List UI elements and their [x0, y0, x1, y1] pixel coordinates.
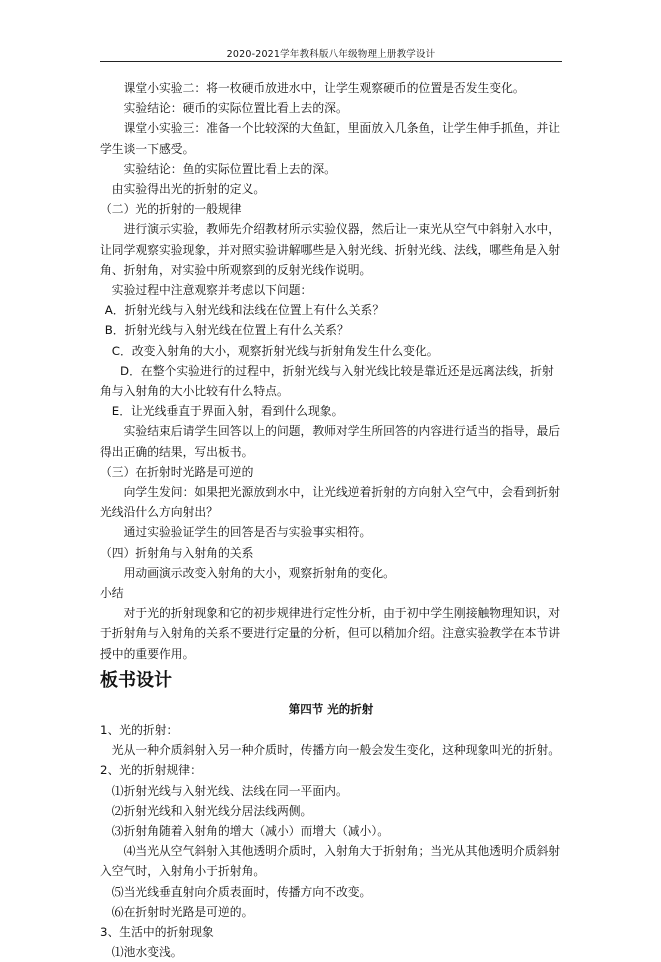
list-item: D．在整个实验进行的过程中，折射光线与入射光线比较是靠近还是远离法线，折射角与入射角的大小比较有什么特点。 — [100, 363, 554, 399]
section-title: 板书设计 — [100, 669, 172, 691]
list-heading: 3、生活中的折射现象 — [100, 924, 214, 939]
list-item: ⑴池水变浅。 — [111, 945, 183, 960]
board-title: 第四节 光的折射 — [288, 701, 374, 716]
list-item: B．折射光线与入射光线在位置上有什么关系？ — [104, 323, 349, 338]
list-item: ⑶折射角随着入射角的增大（减小）而增大（减小）。 — [111, 823, 390, 838]
section-heading: （三）在折射时光路是可逆的 — [100, 464, 254, 479]
paragraph: 向学生发问：如果把光源放到水中，让光线逆着折射的方向射入空气中，会看到折射光线沿什么方向射出？ — [100, 485, 561, 520]
header-divider — [100, 61, 562, 62]
list-item: C．改变入射角的大小，观察折射光线与折射角发生什么变化。 — [111, 343, 439, 358]
paragraph: 进行演示实验，教师先介绍教材所示实验仪器，然后让一束光从空气中斜射入水中，让同学观察实验现象，并对照实验讲解哪些是入射光线、折射光线、法线，哪些角是入射角、折射角，对实验中所观察到的反射光线作说明。 — [100, 222, 561, 277]
list-item: ⑷当光从空气斜射入其他透明介质时，入射角大于折射角；当光从其他透明介质斜射入空气时，入射角小于折射角。 — [100, 844, 561, 879]
list-item: A．折射光线与入射光线和法线在位置上有什么关系？ — [104, 303, 385, 318]
paragraph: 实验结论：硬币的实际位置比看上去的深。 — [123, 101, 348, 116]
list-heading: 2、光的折射规律： — [100, 763, 202, 778]
paragraph: 由实验得出光的折射的定义。 — [111, 182, 266, 197]
section-heading: （四）折射角与入射角的关系 — [100, 545, 254, 560]
paragraph: 对于光的折射现象和它的初步规律进行定性分析，由于初中学生刚接触物理知识，对于折射角与入射角的关系不要进行定量的分析，但可以稍加介绍。注意实验教学在本节讲授中的重要作用。 — [100, 606, 561, 661]
paragraph: 实验过程中注意观察并考虑以下问题： — [111, 283, 313, 298]
page-header: 2020-2021学年教科版八年级物理上册教学设计 — [226, 49, 436, 60]
list-item: ⑹在折射时光路是可逆的。 — [111, 904, 254, 919]
list-item: ⑵折射光线和入射光线分居法线两侧。 — [111, 803, 313, 818]
list-item: ⑸当光线垂直射向介质表面时，传播方向不改变。 — [111, 884, 372, 899]
section-heading: （二）光的折射的一般规律 — [100, 202, 242, 217]
paragraph: 用动画演示改变入射角的大小，观察折射角的变化。 — [123, 565, 395, 580]
paragraph: 实验结束后请学生回答以上的问题，教师对学生所回答的内容进行适当的指导，最后得出正确的结果，写出板书。 — [100, 424, 561, 459]
paragraph: 光从一种介质斜射入另一种介质时，传播方向一般会发生变化，这种现象叫光的折射。 — [111, 743, 561, 758]
list-heading: 1、光的折射： — [100, 722, 179, 737]
paragraph: 实验结论：鱼的实际位置比看上去的深。 — [123, 161, 336, 176]
section-heading: 小结 — [100, 586, 124, 601]
paragraph: 通过实验验证学生的回答是否与实验事实相符。 — [123, 525, 372, 540]
paragraph: 课堂小实验三：准备一个比较深的大鱼缸，里面放入几条鱼，让学生伸手抓鱼，并让学生谈一下感受。 — [100, 121, 561, 156]
list-item: E．让光线垂直于界面入射，看到什么现象。 — [111, 404, 344, 419]
paragraph: 课堂小实验二：将一枚硬币放进水中，让学生观察硬币的位置是否发生变化。 — [123, 81, 525, 95]
list-item: ⑴折射光线与入射光线、法线在同一平面内。 — [111, 783, 348, 798]
document-body — [100, 78, 562, 962]
